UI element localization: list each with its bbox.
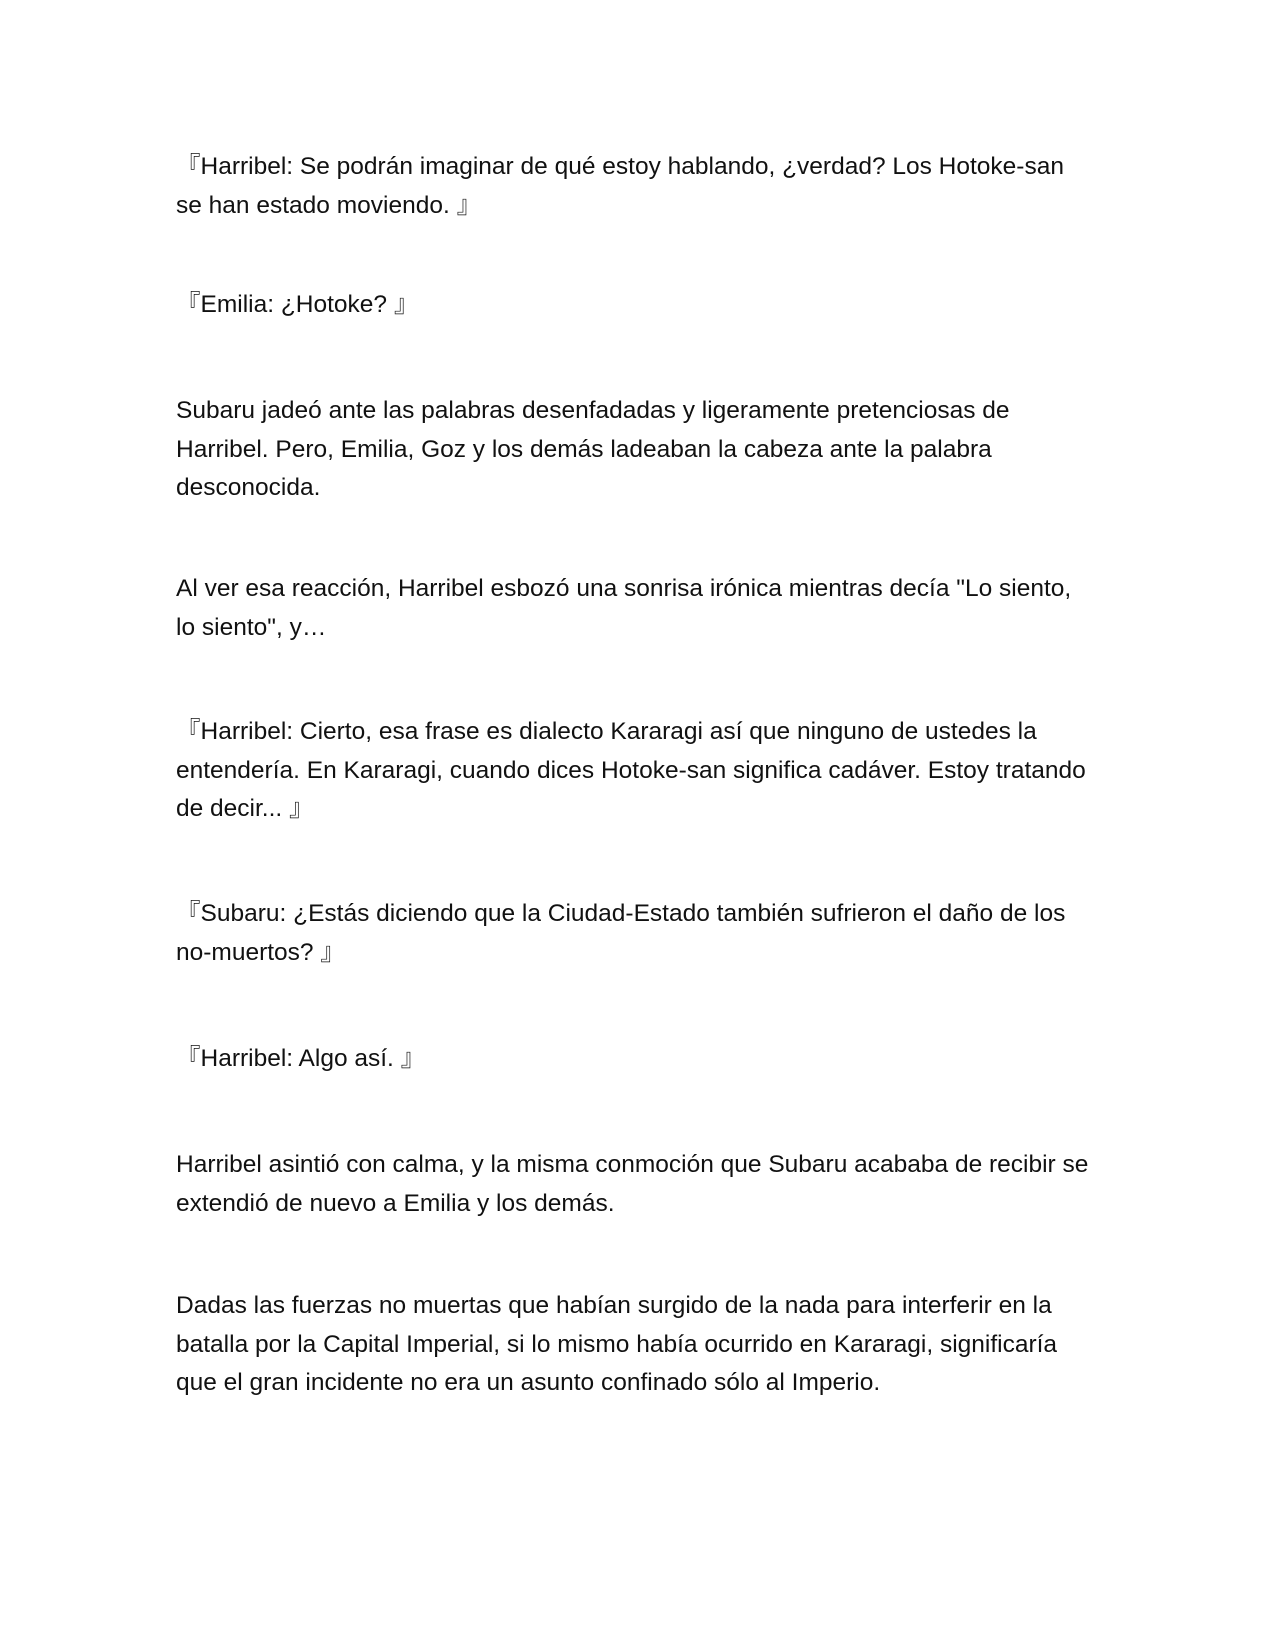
dialogue-emilia-hotoke: 『Emilia: ¿Hotoke? 』 [176, 291, 419, 318]
dialogue-harribel-dialect: 『Harribel: Cierto, esa frase es dialecto Kararagi así que ninguno de ustedes la entendería. En Kararagi, cuando dices Hotoke-san significa cadáver. Estoy tratando de decir... 』 [176, 718, 1086, 822]
narration-subaru-gasped: Subaru jadeó ante las palabras desenfadadas y ligeramente pretenciosas de Harribel. Pero, Emilia, Goz y los demás ladeaban la cabeza ante la palabra desconocida. [176, 397, 1010, 501]
narration-undead-forces: Dadas las fuerzas no muertas que habían surgido de la nada para interferir en la batalla por la Capital Imperial, si lo mismo había ocurrido en Kararagi, significaría que el gran incidente no era un asunto confinado sólo al Imperio. [176, 1292, 1058, 1396]
dialogue-subaru-undead: 『Subaru: ¿Estás diciendo que la Ciudad-Estado también sufrieron el daño de los no-muertos? 』 [176, 900, 1066, 966]
dialogue-harribel-something-like-that: 『Harribel: Algo así. 』 [176, 1045, 426, 1072]
narration-harribel-nodded: Harribel asintió con calma, y la misma conmoción que Subaru acababa de recibir se extendió de nuevo a Emilia y los demás. [176, 1151, 1089, 1217]
narration-harribel-smile: Al ver esa reacción, Harribel esbozó una sonrisa irónica mientras decía "Lo siento, lo siento", y… [176, 575, 1072, 641]
dialogue-harribel-hotoke: 『Harribel: Se podrán imaginar de qué estoy hablando, ¿verdad? Los Hotoke-san se han estado moviendo. 』 [176, 153, 1064, 219]
